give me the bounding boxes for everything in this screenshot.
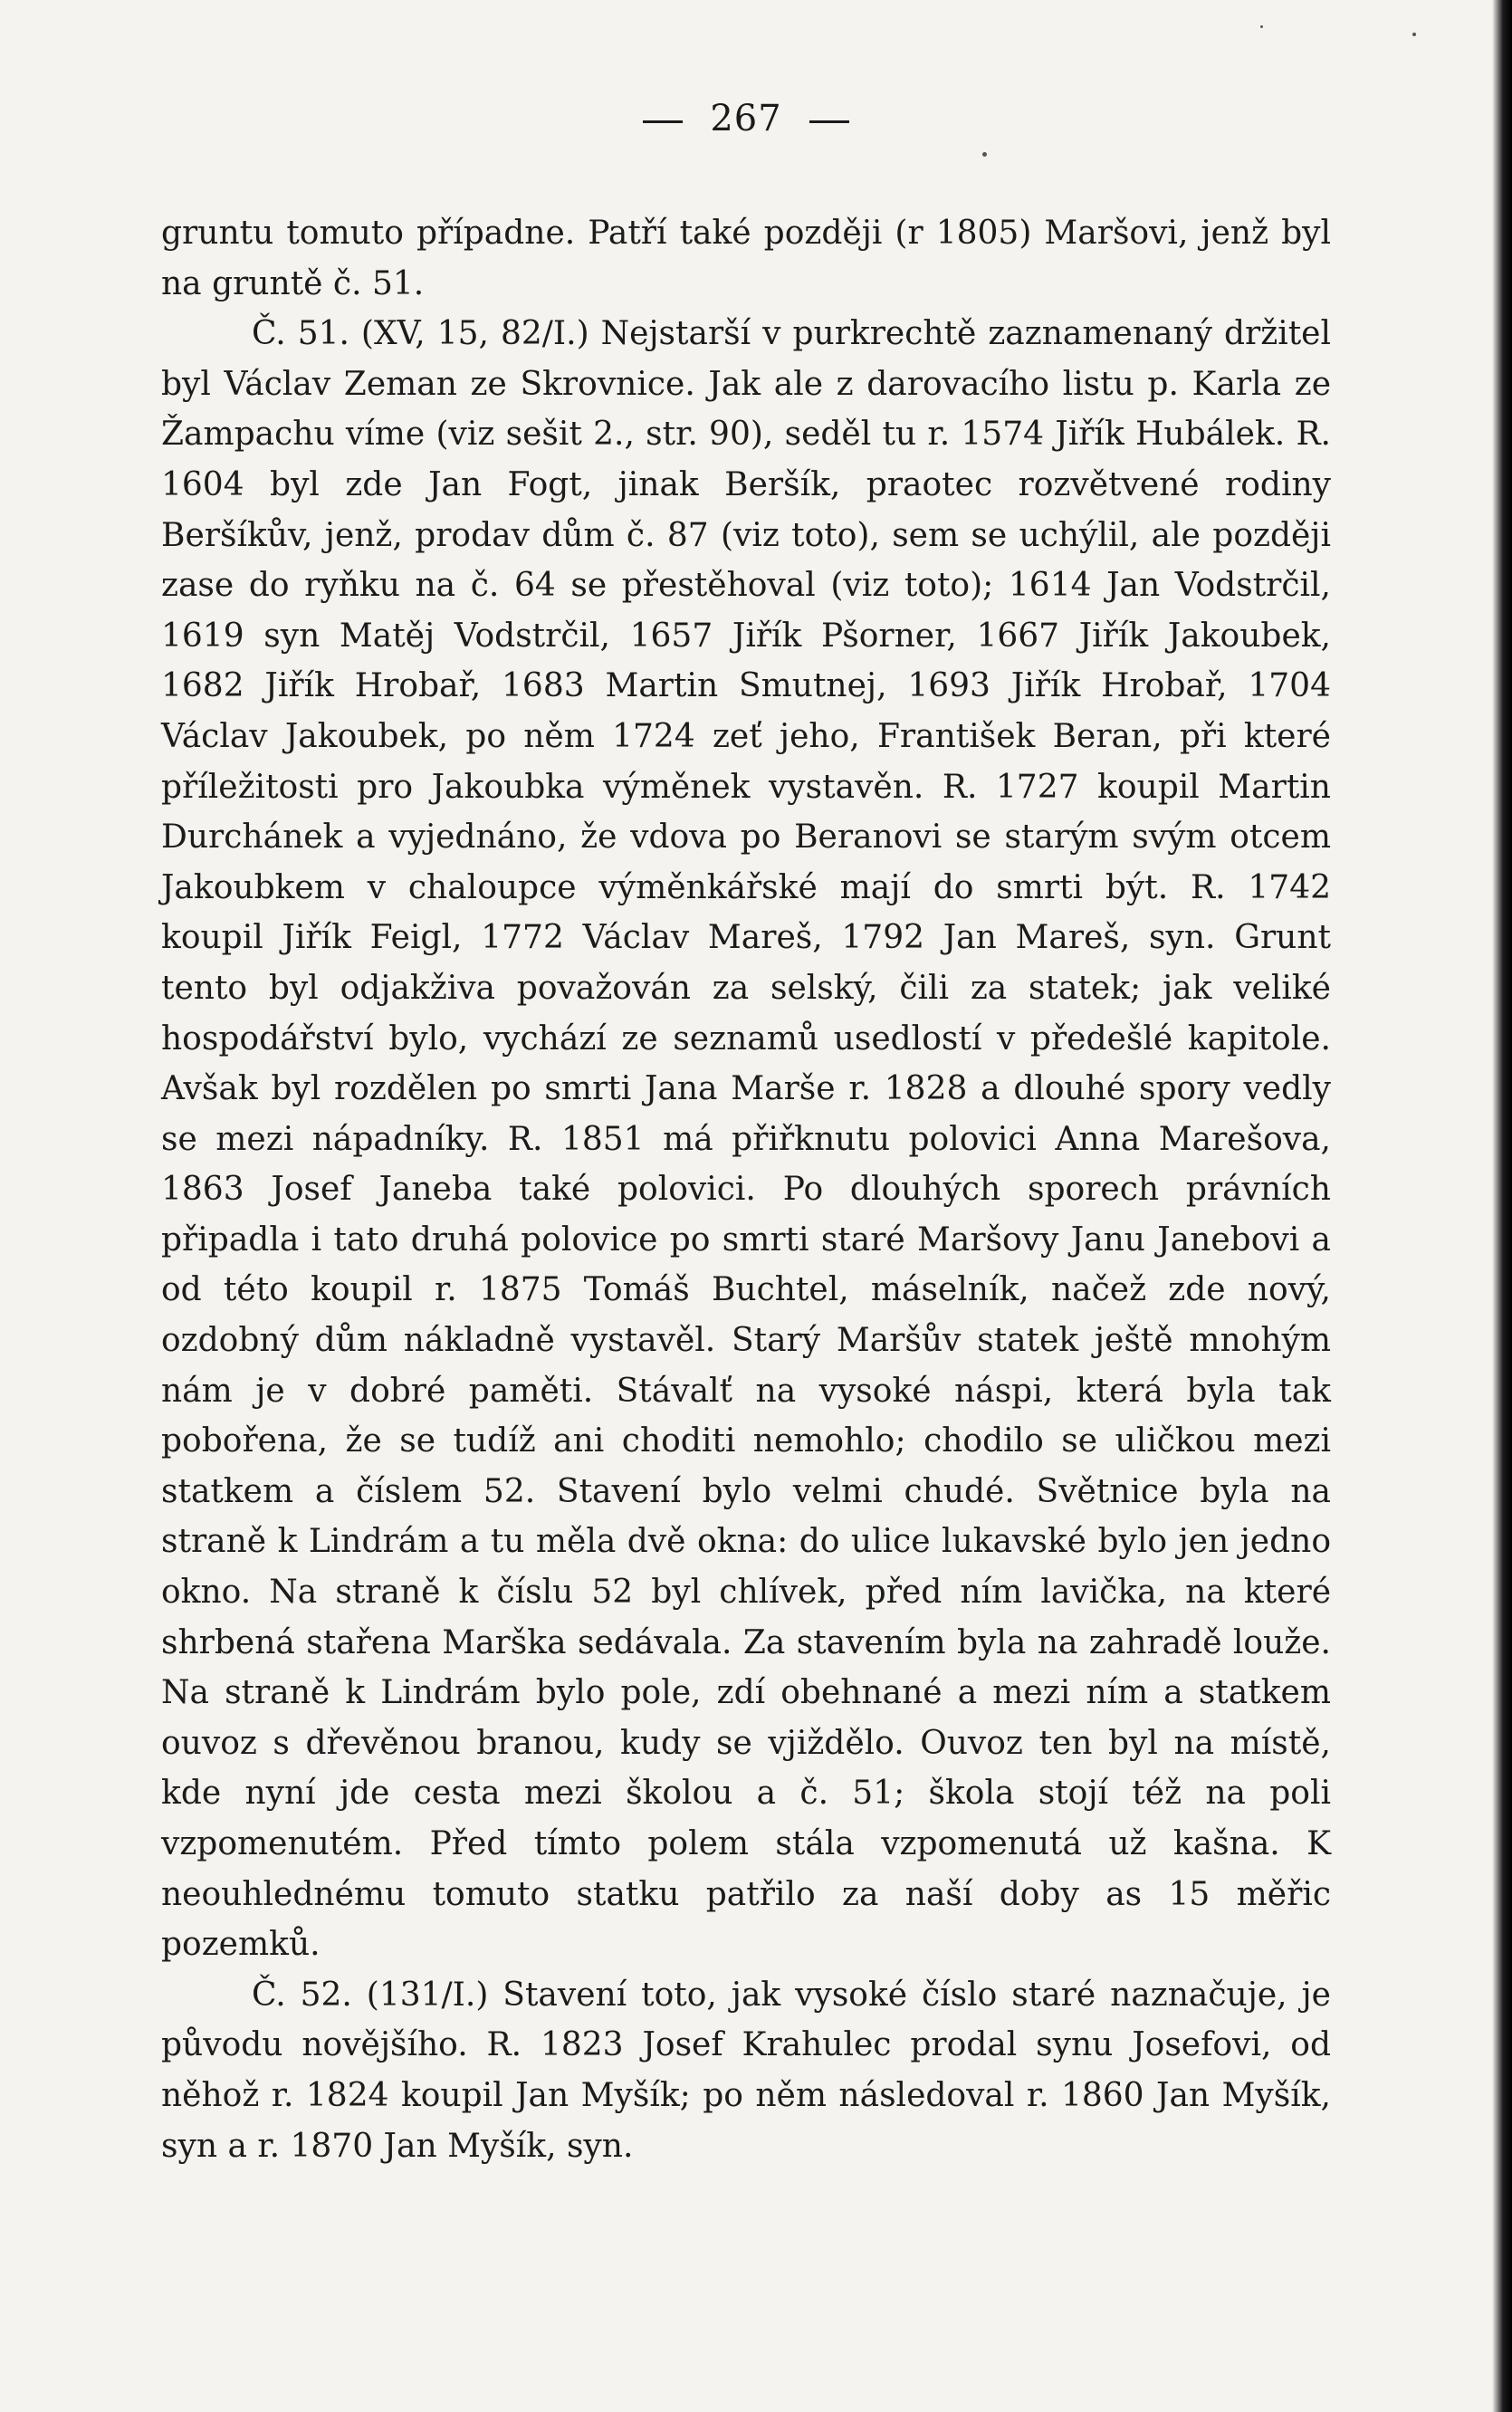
page-edge-shadow <box>1492 0 1512 2412</box>
header-dash-right <box>809 120 849 123</box>
page-header <box>0 98 1492 139</box>
paragraph-house-51: Č. 51. (XV, 15, 82/I.) Nejstarší v purkrechtě zaznamenaný držitel byl Václav Zeman ze Skrovnice. Jak ale z darovacího listu p. Karla ze Žampachu víme (viz sešit 2., str. 90), seděl tu r. 1574 Jiřík Hubálek. R. 1604 byl zde Jan Fogt, jinak Beršík, praotec rozvětvené rodiny Beršíkův, jenž, prodav dům č. 87 (viz toto), sem se uchýlil, ale později zase do ryňku na č. 64 se přestěhoval (viz toto); 1614 Jan Vodstrčil, 1619 syn Matěj Vodstrčil, 1657 Jiřík Pšorner, 1667 Jiřík Jakoubek, 1682 Jiřík Hrobař, 1683 Martin Smutnej, 1693 Jiřík Hrobař, 1704 Václav Jakoubek, po něm 1724 zeť jeho, František Beran, při které příležitosti pro Jakoubka výměnek vystavěn. R. 1727 koupil Martin Durchánek a vyjednáno, že vdova po Beranovi se starým svým otcem Jakoubkem v chaloupce výměnkářské mají do smrti být. R. 1742 koupil Jiřík Feigl, 1772 Václav Mareš, 1792 Jan Mareš, syn. Grunt tento byl odjakživa považován za selský, čili za statek; jak veliké hospodářství bylo, vychází ze seznamů usedlostí v předešlé kapitole. Avšak byl rozdělen po smrti Jana Marše r. 1828 a dlouhé spory vedly se mezi nápadníky. R. 1851 má přiřknutu polovici Anna Marešova, 1863 Josef Janeba také polovici. Po dlouhých sporech právních připadla i tato druhá polovice po smrti staré Maršovy Janu Janebovi a od této koupil r. 1875 Tomáš Buchtel, máselník, načež zde nový, ozdobný dům nákladně vystavěl. Starý Maršův statek ještě mnohým nám je v dobré paměti. Stávalť na vysoké náspi, která byla tak pobořena, že se tudíž ani choditi nemohlo; chodilo se uličkou mezi statkem a číslem 52. Stavení bylo velmi chudé. Světnice byla na straně k Lindrám a tu měla dvě okna: do ulice lukavské bylo jen jedno okno. Na straně k číslu 52 byl chlívek, před ním lavička, na které shrbená stařena Marška sedávala. Za stavením byla na zahradě louže. Na straně k Lindrám bylo pole, zdí obehnané a mezi ním a statkem ouvoz s dřevěnou branou, kudy se vjiždělo. Ouvoz ten byl na místě, kde nyní jde cesta mezi školou a č. 51; škola stojí též na poli vzpomenutém. Před tímto polem stála vzpomenutá už kašna. K neouhlednému tomuto statku patřilo za naší doby as 15 měřic pozemků. <box>161 315 1331 1964</box>
header-dash-left <box>643 120 683 123</box>
paragraph-house-52: Č. 52. (131/I.) Stavení toto, jak vysoké číslo staré naznačuje, je původu novějšího. R. 1823 Josef Krahulec prodal synu Josefovi, od něhož r. 1824 koupil Jan Myšík; po něm následoval r. 1860 Jan Myšík, syn a r. 1870 Jan Myšík, syn. <box>161 1976 1331 2165</box>
page-body <box>161 208 1331 2171</box>
paragraph-continuation: gruntu tomuto případne. Patří také později (r 1805) Maršovi, jenž byl na gruntě č. 51. <box>161 215 1331 302</box>
print-speck <box>982 152 987 157</box>
page-number: 267 <box>710 98 782 139</box>
print-speck <box>1260 25 1263 28</box>
print-speck <box>1412 33 1416 36</box>
